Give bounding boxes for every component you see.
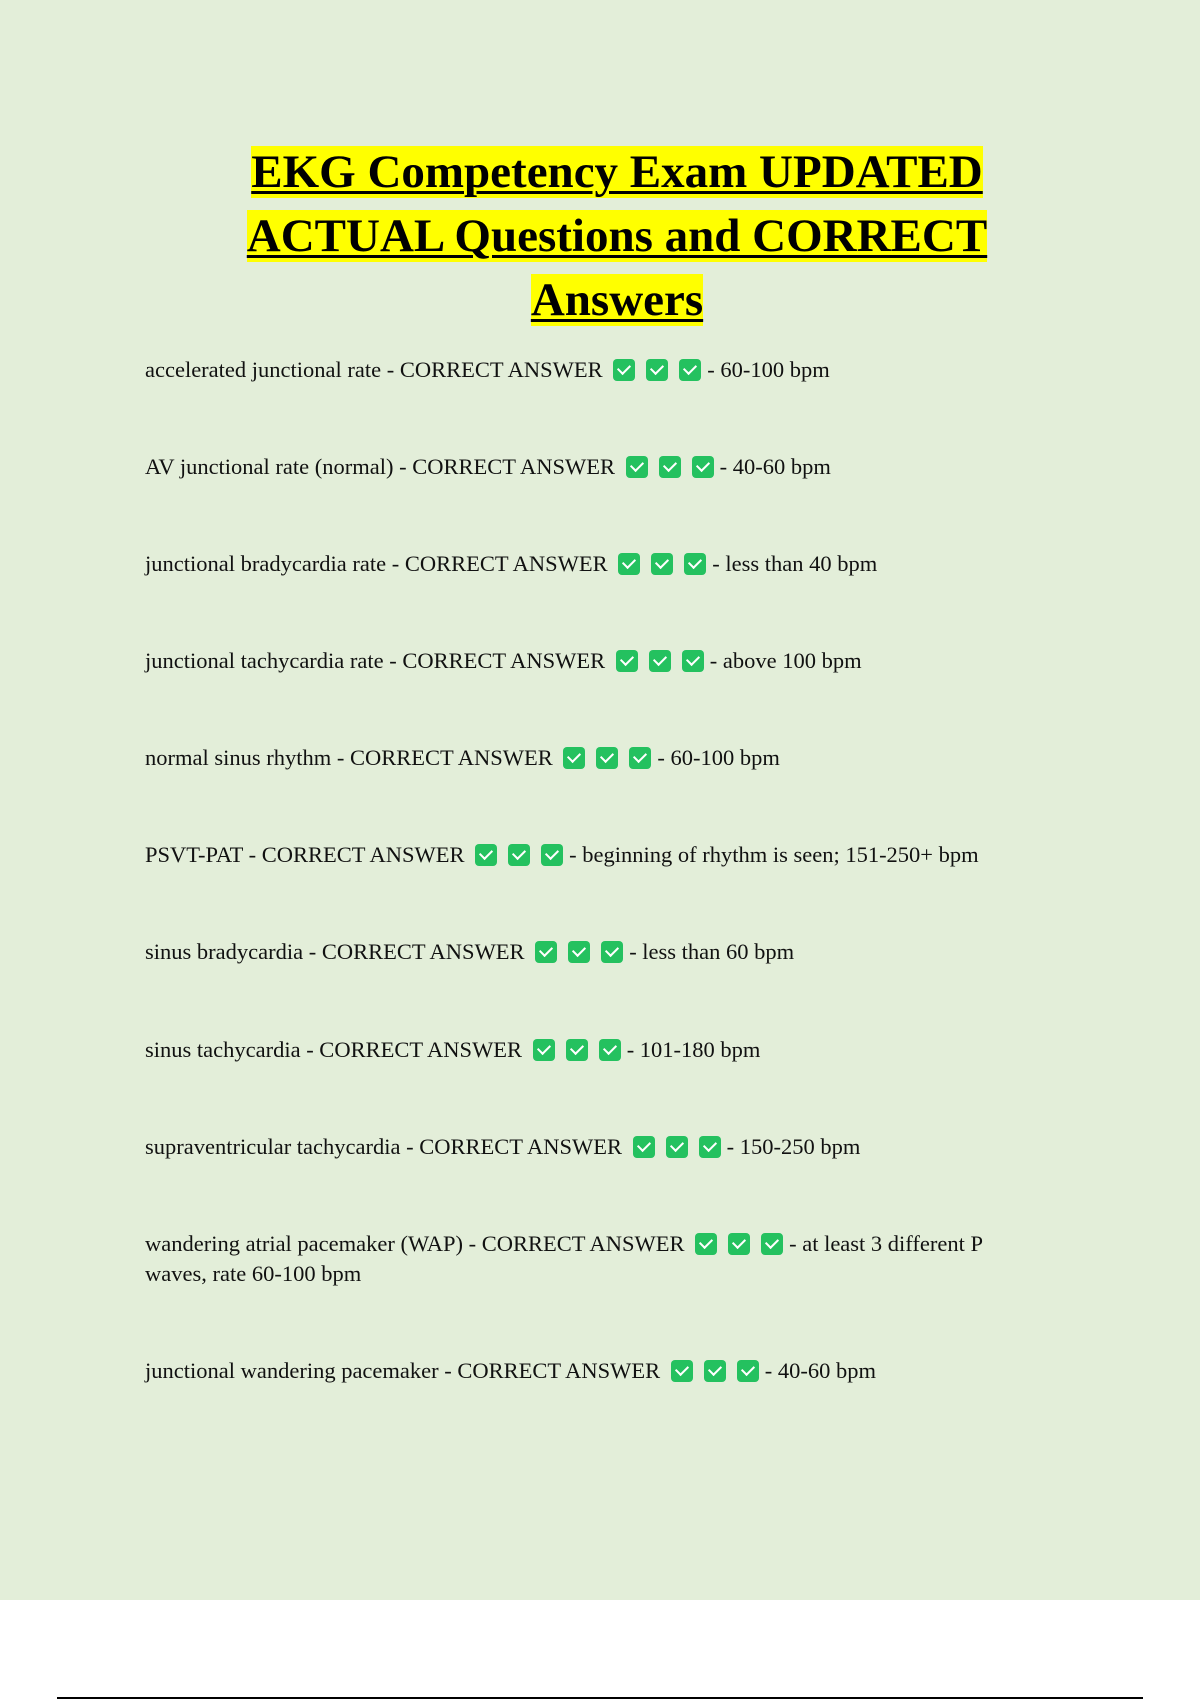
check-icon — [682, 650, 704, 672]
check-icon — [699, 1136, 721, 1158]
check-icon — [629, 747, 651, 769]
qa-term: normal sinus rhythm - CORRECT ANSWER — [145, 745, 553, 770]
qa-item-5 — [145, 743, 1045, 773]
qa-answer: - less than 40 bpm — [712, 551, 878, 576]
qa-item-8 — [145, 1035, 1045, 1065]
qa-term: AV junctional rate (normal) - CORRECT ANSWER — [145, 454, 615, 479]
document-title-text: EKG Competency Exam UPDATED ACTUAL Questions and CORRECT Answers — [246, 146, 988, 326]
qa-item-11 — [145, 1356, 1045, 1386]
check-icon — [618, 553, 640, 575]
qa-answer: - 60-100 bpm — [657, 745, 780, 770]
check-icon — [541, 844, 563, 866]
qa-answer: - 60-100 bpm — [707, 357, 830, 382]
qa-answer: - at least 3 different P waves, rate 60-100 bpm — [145, 1231, 983, 1286]
check-icon — [601, 941, 623, 963]
qa-term: junctional wandering pacemaker - CORRECT ANSWER — [145, 1358, 661, 1383]
qa-term: accelerated junctional rate - CORRECT ANSWER — [145, 357, 603, 382]
qa-item-9 — [145, 1132, 1045, 1162]
check-icon — [568, 941, 590, 963]
check-icon — [761, 1233, 783, 1255]
qa-item-3 — [145, 549, 1045, 579]
check-icon — [535, 941, 557, 963]
qa-answer: - 40-60 bpm — [764, 1358, 876, 1383]
qa-answer: - 150-250 bpm — [726, 1134, 861, 1159]
qa-answer: - above 100 bpm — [709, 648, 862, 673]
qa-item-6 — [145, 840, 1045, 870]
check-icon — [475, 844, 497, 866]
check-icon — [704, 1360, 726, 1382]
check-icon — [533, 1039, 555, 1061]
check-icon — [633, 1136, 655, 1158]
check-icon — [659, 456, 681, 478]
qa-term: sinus tachycardia - CORRECT ANSWER — [145, 1037, 523, 1062]
document-title — [190, 140, 1044, 332]
footer-divider — [57, 1697, 1143, 1699]
qa-answer: - 101-180 bpm — [626, 1037, 761, 1062]
qa-item-2 — [145, 452, 1045, 482]
check-icon — [646, 359, 668, 381]
qa-item-4 — [145, 646, 1045, 676]
qa-term: PSVT-PAT - CORRECT ANSWER — [145, 842, 465, 867]
check-icon — [626, 456, 648, 478]
check-icon — [684, 553, 706, 575]
qa-term: wandering atrial pacemaker (WAP) - CORRECT ANSWER — [145, 1231, 685, 1256]
check-icon — [728, 1233, 750, 1255]
check-icon — [651, 553, 673, 575]
check-icon — [613, 359, 635, 381]
qa-answer: - less than 60 bpm — [629, 939, 795, 964]
qa-answer: - 40-60 bpm — [719, 454, 831, 479]
check-icon — [671, 1360, 693, 1382]
qa-item-10 — [145, 1229, 1045, 1289]
qa-term: junctional bradycardia rate - CORRECT ANSWER — [145, 551, 608, 576]
check-icon — [679, 359, 701, 381]
qa-term: supraventricular tachycardia - CORRECT ANSWER — [145, 1134, 622, 1159]
qa-item-1 — [145, 355, 1045, 385]
qa-term: sinus bradycardia - CORRECT ANSWER — [145, 939, 525, 964]
check-icon — [737, 1360, 759, 1382]
check-icon — [616, 650, 638, 672]
check-icon — [599, 1039, 621, 1061]
check-icon — [508, 844, 530, 866]
check-icon — [666, 1136, 688, 1158]
qa-answer: - beginning of rhythm is seen; 151-250+ bpm — [569, 842, 979, 867]
check-icon — [563, 747, 585, 769]
qa-term: junctional tachycardia rate - CORRECT ANSWER — [145, 648, 606, 673]
check-icon — [692, 456, 714, 478]
check-icon — [695, 1233, 717, 1255]
check-icon — [649, 650, 671, 672]
check-icon — [566, 1039, 588, 1061]
qa-item-7 — [145, 937, 1045, 967]
check-icon — [596, 747, 618, 769]
